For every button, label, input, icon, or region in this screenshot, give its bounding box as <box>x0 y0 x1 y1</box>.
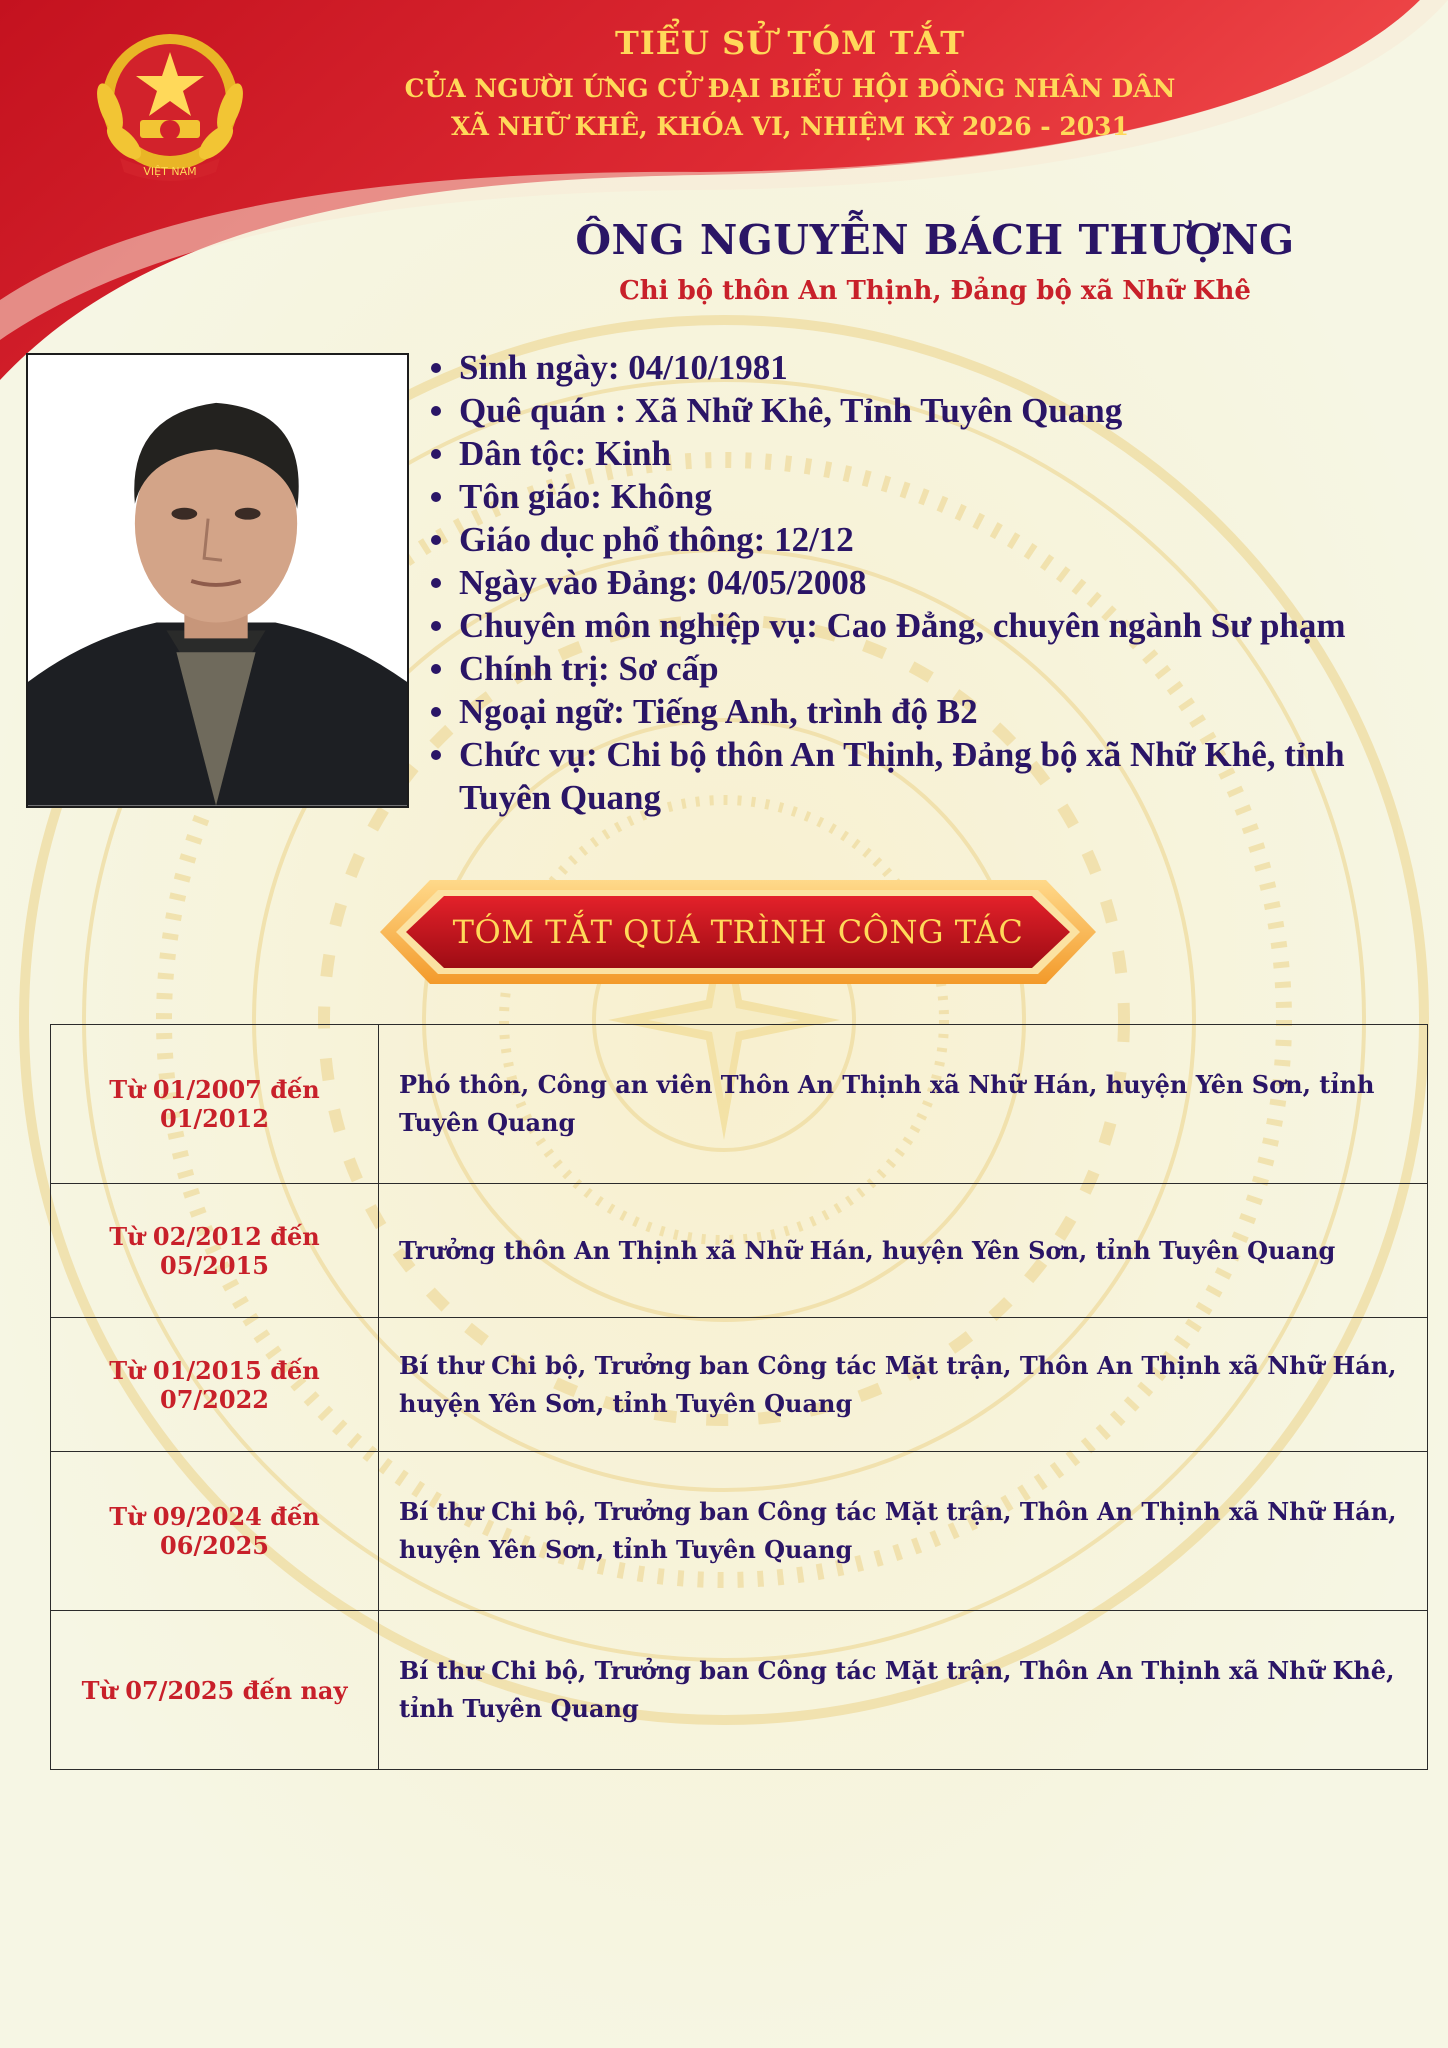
info-education: Giáo dục phổ thông: 12/12 <box>424 518 1439 561</box>
career-table <box>50 1024 1428 1770</box>
document-title: TIỂU SỬ TÓM TẮT <box>614 24 966 62</box>
info-hometown: Quê quán : Xã Nhữ Khê, Tỉnh Tuyên Quang <box>424 389 1439 432</box>
career-period: Từ 02/2012 đến 05/2015 <box>51 1184 379 1318</box>
document-subtitle-line2: XÃ NHỮ KHÊ, KHÓA VI, NHIỆM KỲ 2026 - 2031 <box>451 112 1129 141</box>
info-foreign-language: Ngoại ngữ: Tiếng Anh, trình độ B2 <box>424 690 1439 733</box>
info-profession: Chuyên môn nghiệp vụ: Cao Đẳng, chuyên ngành Sư phạm <box>424 604 1439 647</box>
career-description: Bí thư Chi bộ, Trưởng ban Công tác Mặt trận, Thôn An Thịnh xã Nhữ Hán, huyện Yên Sơn, tỉnh Tuyên Quang <box>379 1452 1428 1611</box>
table-row <box>51 1452 1428 1611</box>
career-period: Từ 01/2007 đến 01/2012 <box>51 1025 379 1184</box>
table-row <box>51 1025 1428 1184</box>
career-description: Bí thư Chi bộ, Trưởng ban Công tác Mặt trận, Thôn An Thịnh xã Nhữ Khê, tỉnh Tuyên Quang <box>379 1611 1428 1770</box>
national-emblem-icon <box>84 30 256 192</box>
info-politics: Chính trị: Sơ cấp <box>424 647 1439 690</box>
career-period: Từ 07/2025 đến nay <box>51 1611 379 1770</box>
info-position: Chức vụ: Chi bộ thôn An Thịnh, Đảng bộ xã Nhữ Khê, tỉnh Tuyên Quang <box>424 733 1439 819</box>
table-row <box>51 1611 1428 1770</box>
candidate-unit: Chi bộ thôn An Thịnh, Đảng bộ xã Nhữ Khê <box>619 276 1251 306</box>
table-row <box>51 1318 1428 1452</box>
svg-text:VIỆT NAM: VIỆT NAM <box>143 165 197 178</box>
section-header-career <box>378 878 1098 986</box>
personal-info-list <box>424 346 1439 819</box>
info-religion: Tôn giáo: Không <box>424 475 1439 518</box>
portrait-image <box>28 355 407 806</box>
info-ethnicity: Dân tộc: Kinh <box>424 432 1439 475</box>
table-row <box>51 1184 1428 1318</box>
info-party-join-date: Ngày vào Đảng: 04/05/2008 <box>424 561 1439 604</box>
career-description: Phó thôn, Công an viên Thôn An Thịnh xã Nhữ Hán, huyện Yên Sơn, tỉnh Tuyên Quang <box>379 1025 1428 1184</box>
document-subtitle-line1: CỦA NGƯỜI ỨNG CỬ ĐẠI BIỂU HỘI ĐỒNG NHÂN DÂN <box>404 74 1176 103</box>
career-period: Từ 09/2024 đến 06/2025 <box>51 1452 379 1611</box>
candidate-name: ÔNG NGUYỄN BÁCH THƯỢNG <box>575 216 1295 264</box>
career-period: Từ 01/2015 đến 07/2022 <box>51 1318 379 1452</box>
info-birth-date: Sinh ngày: 04/10/1981 <box>424 346 1439 389</box>
candidate-photo <box>26 353 409 808</box>
career-description: Trưởng thôn An Thịnh xã Nhữ Hán, huyện Yên Sơn, tỉnh Tuyên Quang <box>379 1184 1428 1318</box>
career-description: Bí thư Chi bộ, Trưởng ban Công tác Mặt trận, Thôn An Thịnh xã Nhữ Hán, huyện Yên Sơn, tỉnh Tuyên Quang <box>379 1318 1428 1452</box>
section-title: TÓM TẮT QUÁ TRÌNH CÔNG TÁC <box>452 913 1024 951</box>
